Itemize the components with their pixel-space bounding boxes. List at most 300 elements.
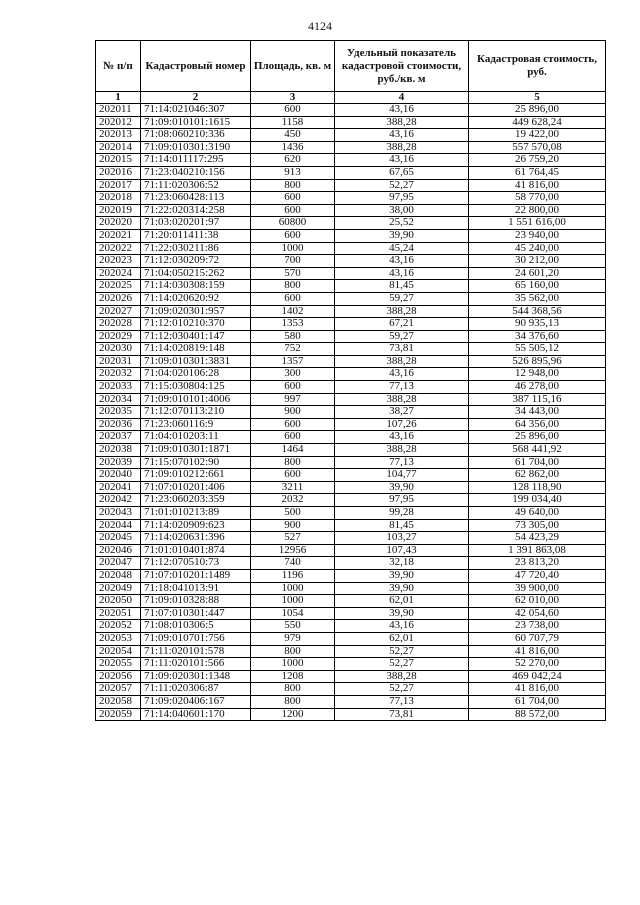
table-row (96, 355, 606, 368)
table-row (96, 217, 606, 230)
cadastral-value-cell: 42 054,60 (469, 607, 606, 620)
cadastral-number-cell: 71:09:010212:661 (141, 469, 251, 482)
row-number-cell: 202012 (96, 116, 141, 129)
cadastral-value-cell: 35 562,00 (469, 292, 606, 305)
cadastral-value-cell: 30 212,00 (469, 255, 606, 268)
unit-value-cell: 62,01 (335, 632, 469, 645)
column-number: 2 (141, 92, 251, 104)
unit-value-cell: 43,16 (335, 255, 469, 268)
table-row (96, 645, 606, 658)
cadastral-number-cell: 71:07:010301:447 (141, 607, 251, 620)
cadastral-number-cell: 71:18:041013:91 (141, 582, 251, 595)
cadastral-value-cell: 26 759,20 (469, 154, 606, 167)
row-number-cell: 202054 (96, 645, 141, 658)
area-cell: 2032 (251, 494, 335, 507)
header-cadastral-number: Кадастровый номер (141, 41, 251, 92)
area-cell: 620 (251, 154, 335, 167)
table-row (96, 532, 606, 545)
cadastral-value-cell: 61 764,45 (469, 166, 606, 179)
unit-value-cell: 67,65 (335, 166, 469, 179)
area-cell: 1436 (251, 141, 335, 154)
header-cadastral-value: Кадастровая стоимость, руб. (469, 41, 606, 92)
area-cell: 600 (251, 381, 335, 394)
area-cell: 60800 (251, 217, 335, 230)
area-cell: 550 (251, 620, 335, 633)
area-cell: 1158 (251, 116, 335, 129)
table-row (96, 179, 606, 192)
cadastral-value-cell: 544 368,56 (469, 305, 606, 318)
cadastral-number-cell: 71:12:070510:73 (141, 557, 251, 570)
area-cell: 979 (251, 632, 335, 645)
cadastral-value-cell: 61 704,00 (469, 456, 606, 469)
cadastral-number-cell: 71:09:010101:1615 (141, 116, 251, 129)
unit-value-cell: 388,28 (335, 305, 469, 318)
cadastral-value-cell: 47 720,40 (469, 569, 606, 582)
unit-value-cell: 25,52 (335, 217, 469, 230)
unit-value-cell: 388,28 (335, 355, 469, 368)
table-header-row (96, 41, 606, 92)
cadastral-number-cell: 71:23:060116:9 (141, 418, 251, 431)
unit-value-cell: 43,16 (335, 129, 469, 142)
table-row (96, 481, 606, 494)
cadastral-value-cell: 49 640,00 (469, 507, 606, 520)
row-number-cell: 202058 (96, 695, 141, 708)
area-cell: 600 (251, 229, 335, 242)
area-cell: 600 (251, 192, 335, 205)
unit-value-cell: 45,24 (335, 242, 469, 255)
cadastral-number-cell: 71:22:020314:258 (141, 204, 251, 217)
unit-value-cell: 107,26 (335, 418, 469, 431)
area-cell: 700 (251, 255, 335, 268)
cadastral-value-cell: 25 896,00 (469, 431, 606, 444)
table-row (96, 116, 606, 129)
row-number-cell: 202022 (96, 242, 141, 255)
cadastral-value-cell: 24 601,20 (469, 267, 606, 280)
cadastral-number-cell: 71:14:020620:92 (141, 292, 251, 305)
area-cell: 1000 (251, 242, 335, 255)
row-number-cell: 202047 (96, 557, 141, 570)
area-cell: 450 (251, 129, 335, 142)
row-number-cell: 202041 (96, 481, 141, 494)
cadastral-value-cell: 469 042,24 (469, 670, 606, 683)
cadastral-number-cell: 71:22:030211:86 (141, 242, 251, 255)
row-number-cell: 202017 (96, 179, 141, 192)
unit-value-cell: 52,27 (335, 179, 469, 192)
cadastral-value-cell: 199 034,40 (469, 494, 606, 507)
cadastral-value-cell: 1 391 863,08 (469, 544, 606, 557)
table-row (96, 683, 606, 696)
table-row (96, 393, 606, 406)
table-row (96, 406, 606, 419)
row-number-cell: 202032 (96, 368, 141, 381)
area-cell: 1208 (251, 670, 335, 683)
area-cell: 1000 (251, 595, 335, 608)
table-row (96, 607, 606, 620)
row-number-cell: 202011 (96, 104, 141, 117)
area-cell: 800 (251, 695, 335, 708)
table-row (96, 557, 606, 570)
area-cell: 800 (251, 683, 335, 696)
cadastral-number-cell: 71:14:020819:148 (141, 343, 251, 356)
table-row (96, 381, 606, 394)
cadastral-number-cell: 71:09:020301:957 (141, 305, 251, 318)
cadastral-value-cell: 55 505,12 (469, 343, 606, 356)
cadastral-number-cell: 71:14:011117:295 (141, 154, 251, 167)
area-cell: 800 (251, 280, 335, 293)
unit-value-cell: 77,13 (335, 456, 469, 469)
row-number-cell: 202021 (96, 229, 141, 242)
unit-value-cell: 52,27 (335, 645, 469, 658)
table-row (96, 166, 606, 179)
cadastral-value-cell: 12 948,00 (469, 368, 606, 381)
table-row (96, 330, 606, 343)
column-number-row (96, 92, 606, 104)
cadastral-number-cell: 71:23:040210:156 (141, 166, 251, 179)
area-cell: 300 (251, 368, 335, 381)
cadastral-value-cell: 34 443,00 (469, 406, 606, 419)
table-row (96, 280, 606, 293)
table-row (96, 695, 606, 708)
cadastral-value-cell: 23 738,00 (469, 620, 606, 633)
area-cell: 800 (251, 645, 335, 658)
row-number-cell: 202028 (96, 318, 141, 331)
table-row (96, 292, 606, 305)
cadastral-value-cell: 1 551 616,00 (469, 217, 606, 230)
table-row (96, 494, 606, 507)
area-cell: 600 (251, 292, 335, 305)
cadastral-number-cell: 71:12:030209:72 (141, 255, 251, 268)
cadastral-value-cell: 526 895,96 (469, 355, 606, 368)
row-number-cell: 202043 (96, 507, 141, 520)
unit-value-cell: 39,90 (335, 569, 469, 582)
area-cell: 3211 (251, 481, 335, 494)
row-number-cell: 202035 (96, 406, 141, 419)
row-number-cell: 202033 (96, 381, 141, 394)
header-unit-value: Удельный показатель кадастровой стоимости, руб./кв. м (335, 41, 469, 92)
area-cell: 900 (251, 519, 335, 532)
row-number-cell: 202020 (96, 217, 141, 230)
cadastral-number-cell: 71:23:060203:359 (141, 494, 251, 507)
unit-value-cell: 62,01 (335, 595, 469, 608)
row-number-cell: 202056 (96, 670, 141, 683)
unit-value-cell: 39,90 (335, 229, 469, 242)
cadastral-number-cell: 71:09:020301:1348 (141, 670, 251, 683)
unit-value-cell: 388,28 (335, 444, 469, 457)
row-number-cell: 202059 (96, 708, 141, 721)
area-cell: 1000 (251, 658, 335, 671)
area-cell: 600 (251, 431, 335, 444)
row-number-cell: 202050 (96, 595, 141, 608)
unit-value-cell: 81,45 (335, 519, 469, 532)
cadastral-value-cell: 54 423,29 (469, 532, 606, 545)
header-area: Площадь, кв. м (251, 41, 335, 92)
page-number: 4124 (308, 19, 332, 33)
area-cell: 800 (251, 456, 335, 469)
cadastral-number-cell: 71:07:010201:1489 (141, 569, 251, 582)
cadastral-number-cell: 71:11:020306:52 (141, 179, 251, 192)
row-number-cell: 202045 (96, 532, 141, 545)
cadastral-number-cell: 71:04:020106:28 (141, 368, 251, 381)
unit-value-cell: 77,13 (335, 381, 469, 394)
area-cell: 527 (251, 532, 335, 545)
cadastral-value-cell: 45 240,00 (469, 242, 606, 255)
table-row (96, 343, 606, 356)
table-row (96, 192, 606, 205)
row-number-cell: 202019 (96, 204, 141, 217)
area-cell: 600 (251, 204, 335, 217)
cadastral-value-cell: 387 115,16 (469, 393, 606, 406)
row-number-cell: 202055 (96, 658, 141, 671)
row-number-cell: 202015 (96, 154, 141, 167)
row-number-cell: 202030 (96, 343, 141, 356)
cadastral-value-cell: 25 896,00 (469, 104, 606, 117)
table-body (96, 104, 606, 721)
unit-value-cell: 99,28 (335, 507, 469, 520)
unit-value-cell: 97,95 (335, 192, 469, 205)
row-number-cell: 202051 (96, 607, 141, 620)
table-row (96, 569, 606, 582)
table-row (96, 670, 606, 683)
header-row-number: № п/п (96, 41, 141, 92)
unit-value-cell: 73,81 (335, 343, 469, 356)
cadastral-value-cell: 62 862,00 (469, 469, 606, 482)
unit-value-cell: 38,27 (335, 406, 469, 419)
row-number-cell: 202031 (96, 355, 141, 368)
cadastral-value-cell: 34 376,60 (469, 330, 606, 343)
table-row (96, 456, 606, 469)
row-number-cell: 202048 (96, 569, 141, 582)
cadastral-number-cell: 71:09:010301:3831 (141, 355, 251, 368)
row-number-cell: 202053 (96, 632, 141, 645)
row-number-cell: 202029 (96, 330, 141, 343)
area-cell: 600 (251, 418, 335, 431)
area-cell: 900 (251, 406, 335, 419)
table-row (96, 444, 606, 457)
unit-value-cell: 43,16 (335, 154, 469, 167)
area-cell: 1196 (251, 569, 335, 582)
cadastral-number-cell: 71:09:020406:167 (141, 695, 251, 708)
cadastral-value-cell: 90 935,13 (469, 318, 606, 331)
table-row (96, 242, 606, 255)
unit-value-cell: 81,45 (335, 280, 469, 293)
cadastral-value-cell: 22 800,00 (469, 204, 606, 217)
cadastral-value-cell: 449 628,24 (469, 116, 606, 129)
cadastral-number-cell: 71:15:030804:125 (141, 381, 251, 394)
table-row (96, 305, 606, 318)
unit-value-cell: 59,27 (335, 330, 469, 343)
area-cell: 1200 (251, 708, 335, 721)
cadastral-number-cell: 71:12:010210:370 (141, 318, 251, 331)
table-row (96, 620, 606, 633)
cadastral-value-cell: 46 278,00 (469, 381, 606, 394)
table-row (96, 658, 606, 671)
area-cell: 1353 (251, 318, 335, 331)
cadastral-value-cell: 39 900,00 (469, 582, 606, 595)
unit-value-cell: 388,28 (335, 116, 469, 129)
table-row (96, 595, 606, 608)
row-number-cell: 202026 (96, 292, 141, 305)
unit-value-cell: 388,28 (335, 670, 469, 683)
unit-value-cell: 388,28 (335, 141, 469, 154)
area-cell: 580 (251, 330, 335, 343)
table-row (96, 154, 606, 167)
unit-value-cell: 104,77 (335, 469, 469, 482)
cadastral-value-cell: 64 356,00 (469, 418, 606, 431)
row-number-cell: 202023 (96, 255, 141, 268)
table-row (96, 519, 606, 532)
column-number: 3 (251, 92, 335, 104)
area-cell: 600 (251, 104, 335, 117)
table-row (96, 507, 606, 520)
cadastral-number-cell: 71:12:070113:210 (141, 406, 251, 419)
area-cell: 800 (251, 179, 335, 192)
cadastral-value-cell: 19 422,00 (469, 129, 606, 142)
cadastral-number-cell: 71:11:020101:578 (141, 645, 251, 658)
cadastral-value-cell: 41 816,00 (469, 645, 606, 658)
cadastral-number-cell: 71:23:060428:113 (141, 192, 251, 205)
unit-value-cell: 107,43 (335, 544, 469, 557)
row-number-cell: 202049 (96, 582, 141, 595)
row-number-cell: 202016 (96, 166, 141, 179)
cadastral-value-cell: 41 816,00 (469, 179, 606, 192)
unit-value-cell: 388,28 (335, 393, 469, 406)
area-cell: 500 (251, 507, 335, 520)
area-cell: 570 (251, 267, 335, 280)
area-cell: 600 (251, 469, 335, 482)
column-number: 5 (469, 92, 606, 104)
cadastral-number-cell: 71:09:010301:3190 (141, 141, 251, 154)
row-number-cell: 202046 (96, 544, 141, 557)
row-number-cell: 202025 (96, 280, 141, 293)
unit-value-cell: 43,16 (335, 368, 469, 381)
cadastral-number-cell: 71:20:011411:38 (141, 229, 251, 242)
table-row (96, 368, 606, 381)
area-cell: 1402 (251, 305, 335, 318)
row-number-cell: 202014 (96, 141, 141, 154)
row-number-cell: 202038 (96, 444, 141, 457)
row-number-cell: 202034 (96, 393, 141, 406)
area-cell: 913 (251, 166, 335, 179)
cadastral-number-cell: 71:14:020909:623 (141, 519, 251, 532)
table-row (96, 544, 606, 557)
cadastral-value-cell: 62 010,00 (469, 595, 606, 608)
cadastral-number-cell: 71:04:010203:11 (141, 431, 251, 444)
cadastral-value-cell: 23 940,00 (469, 229, 606, 242)
cadastral-value-cell: 73 305,00 (469, 519, 606, 532)
area-cell: 740 (251, 557, 335, 570)
unit-value-cell: 43,16 (335, 267, 469, 280)
cadastral-value-cell: 128 118,90 (469, 481, 606, 494)
row-number-cell: 202036 (96, 418, 141, 431)
table-row (96, 141, 606, 154)
cadastral-number-cell: 71:04:050215:262 (141, 267, 251, 280)
row-number-cell: 202057 (96, 683, 141, 696)
table-row (96, 267, 606, 280)
cadastral-number-cell: 71:11:020101:566 (141, 658, 251, 671)
table-row (96, 469, 606, 482)
unit-value-cell: 43,16 (335, 620, 469, 633)
unit-value-cell: 103,27 (335, 532, 469, 545)
cadastral-number-cell: 71:07:010201:406 (141, 481, 251, 494)
area-cell: 1464 (251, 444, 335, 457)
table-row (96, 632, 606, 645)
cadastral-number-cell: 71:14:020631:396 (141, 532, 251, 545)
unit-value-cell: 38,00 (335, 204, 469, 217)
row-number-cell: 202044 (96, 519, 141, 532)
cadastral-value-cell: 60 707,79 (469, 632, 606, 645)
area-cell: 752 (251, 343, 335, 356)
unit-value-cell: 43,16 (335, 431, 469, 444)
cadastral-value-cell: 65 160,00 (469, 280, 606, 293)
unit-value-cell: 39,90 (335, 582, 469, 595)
row-number-cell: 202052 (96, 620, 141, 633)
unit-value-cell: 59,27 (335, 292, 469, 305)
cadastral-value-cell: 61 704,00 (469, 695, 606, 708)
unit-value-cell: 39,90 (335, 481, 469, 494)
cadastral-number-cell: 71:15:070102:90 (141, 456, 251, 469)
cadastral-number-cell: 71:14:040601:170 (141, 708, 251, 721)
row-number-cell: 202037 (96, 431, 141, 444)
unit-value-cell: 32,18 (335, 557, 469, 570)
row-number-cell: 202039 (96, 456, 141, 469)
cadastral-number-cell: 71:09:010301:1871 (141, 444, 251, 457)
table-row (96, 104, 606, 117)
cadastral-number-cell: 71:01:010401:874 (141, 544, 251, 557)
table-row (96, 255, 606, 268)
cadastral-value-cell: 557 570,08 (469, 141, 606, 154)
cadastral-number-cell: 71:12:030401:147 (141, 330, 251, 343)
cadastral-number-cell: 71:14:030308:159 (141, 280, 251, 293)
cadastral-value-cell: 41 816,00 (469, 683, 606, 696)
cadastral-value-cell: 23 813,20 (469, 557, 606, 570)
row-number-cell: 202018 (96, 192, 141, 205)
table-row (96, 204, 606, 217)
unit-value-cell: 39,90 (335, 607, 469, 620)
cadastral-number-cell: 71:09:010101:4006 (141, 393, 251, 406)
unit-value-cell: 52,27 (335, 658, 469, 671)
cadastral-number-cell: 71:14:021046:307 (141, 104, 251, 117)
column-number: 1 (96, 92, 141, 104)
cadastral-value-cell: 88 572,00 (469, 708, 606, 721)
unit-value-cell: 67,21 (335, 318, 469, 331)
area-cell: 1054 (251, 607, 335, 620)
cadastral-number-cell: 71:09:010328:88 (141, 595, 251, 608)
table-row (96, 229, 606, 242)
cadastral-number-cell: 71:03:020201:97 (141, 217, 251, 230)
area-cell: 997 (251, 393, 335, 406)
unit-value-cell: 73,81 (335, 708, 469, 721)
area-cell: 12956 (251, 544, 335, 557)
area-cell: 1357 (251, 355, 335, 368)
row-number-cell: 202040 (96, 469, 141, 482)
cadastral-value-cell: 58 770,00 (469, 192, 606, 205)
table-row (96, 129, 606, 142)
row-number-cell: 202027 (96, 305, 141, 318)
unit-value-cell: 43,16 (335, 104, 469, 117)
column-number: 4 (335, 92, 469, 104)
table-row (96, 431, 606, 444)
cadastral-number-cell: 71:08:010306:5 (141, 620, 251, 633)
table-row (96, 418, 606, 431)
row-number-cell: 202042 (96, 494, 141, 507)
unit-value-cell: 97,95 (335, 494, 469, 507)
cadastral-value-cell: 52 270,00 (469, 658, 606, 671)
cadastral-number-cell: 71:11:020306:87 (141, 683, 251, 696)
area-cell: 1000 (251, 582, 335, 595)
unit-value-cell: 52,27 (335, 683, 469, 696)
row-number-cell: 202024 (96, 267, 141, 280)
cadastral-value-table (95, 40, 606, 721)
